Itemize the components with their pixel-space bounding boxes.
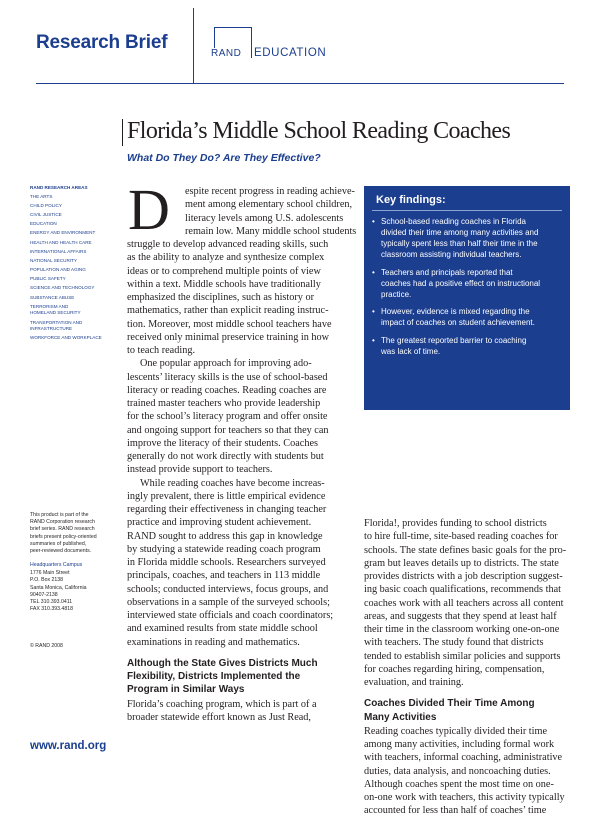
text-line: and examined results from state middle school <box>127 623 318 635</box>
text-line: among many activities, including formal work <box>364 739 555 750</box>
sidebar-text-line: P.O. Box 2138 <box>30 577 64 584</box>
key-findings-title: Key findings: <box>376 194 446 206</box>
text-line: evaluation, and training. <box>364 677 464 688</box>
text-line: by studying a statewide reading coach program <box>127 543 321 555</box>
text-line: Florida!, provides funding to school districts <box>364 518 547 529</box>
sidebar-text-line: summaries of published, <box>30 540 87 547</box>
text-line: broader statewide effort known as Just Read, <box>127 711 311 723</box>
series-label: Research Brief <box>36 32 168 53</box>
research-area-label: POPULATION AND AGING <box>30 267 86 273</box>
text-line: observations in a sample of the surveyed schools; <box>127 596 330 608</box>
division-label: EDUCATION <box>254 47 327 59</box>
key-finding-line: was lack of time. <box>381 346 441 356</box>
text-line: duties, data analysis, and noncoaching duties. <box>364 765 551 777</box>
header-divider-vertical <box>193 8 194 84</box>
page-title: Florida’s Middle School Reading Coaches <box>127 118 511 144</box>
sidebar-text-line: TEL 310.393.0411 <box>30 599 73 606</box>
text-line: to teach reading. <box>127 345 196 356</box>
research-area-label: PUBLIC SAFETY <box>30 276 66 282</box>
copyright: © RAND 2008 <box>30 643 63 649</box>
key-finding-line: coaches had a positive effect on instructional <box>381 278 541 288</box>
website-link[interactable]: www.rand.org <box>30 740 107 752</box>
text-line: within a text. Middle schools have traditionally <box>127 278 321 290</box>
key-finding-line: School-based reading coaches in Florida <box>381 217 526 226</box>
key-finding-line: typically spent less than half their time in the <box>381 239 538 248</box>
text-line: Reading coaches typically divided their time <box>364 725 548 737</box>
text-line: improve the literacy of their students. Coaches <box>127 437 318 449</box>
research-area-item[interactable] <box>30 304 115 317</box>
text-line: for the school’s literacy program and offer onsite <box>127 411 328 423</box>
text-line: provides districts with a job description suggest- <box>364 571 563 582</box>
text-line: ing basic coach qualifications, recommends that <box>364 584 561 596</box>
research-area-label: CHILD POLICY <box>30 202 62 208</box>
text-line: Although the State Gives Districts Much <box>127 657 318 669</box>
text-line: schools. The state defines basic goals for the pro- <box>364 544 567 556</box>
text-line: tion. Moreover, most middle school teachers have <box>127 318 332 330</box>
text-line: Many Activities <box>364 711 437 723</box>
research-area-item[interactable] <box>30 249 115 256</box>
text-line: RAND sought to address this gap in knowledge <box>127 530 323 542</box>
text-line: remain low. Many middle school students <box>185 225 357 237</box>
text-line: tended to establish similar policies and supports <box>364 650 561 662</box>
text-line: interviewed state officials and coach coordinators; <box>127 610 334 621</box>
research-area-label: INFRASTRUCTURE <box>30 326 73 332</box>
research-area-item[interactable] <box>30 320 115 333</box>
key-finding-line: practice. <box>381 289 412 299</box>
bullet-icon: • <box>372 335 375 345</box>
research-area-label: HOMELAND SECURITY <box>30 310 81 316</box>
text-line: with teachers, informal coaching, administrative <box>364 752 563 764</box>
research-area-label: CIVIL JUSTICE <box>30 211 62 217</box>
text-line: Florida’s coaching program, which is part of a <box>127 698 317 710</box>
sidebar-text-line: 1776 Main Street <box>30 570 70 577</box>
text-line: to hire full-time, site-based reading coaches for <box>364 531 558 543</box>
research-area-item[interactable] <box>30 267 115 274</box>
text-line: instead provide support to teachers. <box>127 464 273 476</box>
key-findings-list <box>372 216 566 363</box>
text-line: Flexibility, Districts Implemented the <box>127 671 301 682</box>
title-accent-bar <box>122 119 123 146</box>
key-finding-line: However, evidence is mixed regarding the <box>381 307 530 317</box>
text-line: for coaches regarding hiring, compensation, <box>364 663 545 675</box>
sidebar-text-line: peer-reviewed documents. <box>30 548 92 555</box>
sidebar-text-line: briefs present policy-oriented <box>30 533 97 540</box>
research-area-label: SCIENCE AND TECHNOLOGY <box>30 285 95 291</box>
research-area-label: WORKFORCE AND WORKPLACE <box>30 335 102 341</box>
research-area-label: THE ARTS <box>30 193 53 199</box>
key-findings-rule <box>372 210 562 211</box>
section-heading-coaches-time <box>364 698 574 725</box>
sidebar-text-line: brief series. RAND research <box>30 526 95 533</box>
text-line: practice and improving student achievement. <box>127 517 312 529</box>
key-finding-item <box>372 216 566 260</box>
key-finding-line: Teachers and principals reported that <box>381 267 513 277</box>
text-line: Although coaches spent the most time on one- <box>364 778 554 790</box>
research-area-item[interactable] <box>30 285 115 292</box>
sidebar-text-line: FAX 310.393.4818 <box>30 606 73 613</box>
bullet-icon: • <box>372 217 375 226</box>
text-line: regarding their effectiveness in changing teacher <box>127 504 327 515</box>
bullet-icon: • <box>372 267 375 277</box>
sidebar-text-line: RAND Corporation research <box>30 519 95 526</box>
text-line: accounted for less than half of coaches’ time <box>364 805 547 817</box>
headquarters-info <box>30 562 118 613</box>
key-finding-line: impact of coaches on student achievement. <box>381 318 535 328</box>
text-line: ingly prevalent, there is little empirical evidence <box>127 490 326 502</box>
text-line: in Florida middle schools. Researchers surveyed <box>127 557 326 568</box>
text-line: Coaches Divided Their Time Among <box>364 698 535 710</box>
research-area-item[interactable] <box>30 240 115 247</box>
header-rule <box>36 83 564 84</box>
section-heading-state-flexibility <box>127 658 347 698</box>
sidebar-text-line: Santa Monica, California <box>30 584 87 591</box>
text-line: One popular approach for improving ado- <box>140 358 312 370</box>
research-area-item[interactable] <box>30 203 115 210</box>
hq-title: Headquarters Campus <box>30 562 83 568</box>
text-line: gram but leaves details up to districts. The state <box>364 557 559 569</box>
text-line: areas, and suggests that they spend at least half <box>364 610 557 622</box>
bullet-icon: • <box>372 307 375 317</box>
text-line: received only minimal preservice training in how <box>127 331 330 343</box>
text-line: with teachers. The study found that districts <box>364 637 544 649</box>
text-line: ment among elementary school children, <box>185 199 353 211</box>
text-line: While reading coaches have become increas- <box>140 477 325 489</box>
text-line: schools; conducted interviews, focus groups, and <box>127 583 329 595</box>
key-finding-item <box>372 335 566 357</box>
text-line: literacy levels among U.S. adolescents <box>185 212 344 224</box>
page-subtitle: What Do They Do? Are They Effective? <box>127 152 321 164</box>
research-area-item[interactable] <box>30 258 115 265</box>
research-areas-list <box>30 185 115 345</box>
research-area-item[interactable] <box>30 194 115 201</box>
key-finding-line: divided their time among many activities and <box>381 228 539 237</box>
research-area-label: TERRORISM AND <box>30 303 69 309</box>
research-area-label: EDUCATION <box>30 221 57 227</box>
body-column-right <box>364 517 574 818</box>
research-area-item[interactable] <box>30 295 115 302</box>
research-area-label: HEALTH AND HEALTH CARE <box>30 239 92 245</box>
text-line: emphasized the disciplines, such as history or <box>127 292 315 303</box>
research-area-label: NATIONAL SECURITY <box>30 257 77 263</box>
key-finding-item <box>372 306 566 328</box>
text-line: literacy or reading coaches. Reading coaches are <box>127 384 327 396</box>
text-line: lescents’ literacy skills is the use of school-based <box>127 371 328 383</box>
research-area-label: INTERNATIONAL AFFAIRS <box>30 248 87 254</box>
text-line: espite recent progress in reading achieve- <box>185 186 355 197</box>
research-area-item[interactable] <box>30 212 115 219</box>
text-line: coaches work with all teachers across all content <box>364 597 564 609</box>
research-area-label: TRANSPORTATION AND <box>30 319 83 325</box>
text-line: their time in the classroom working one-on-one <box>364 624 560 635</box>
text-line: principals, coaches, and teachers in 113 middle <box>127 570 321 582</box>
research-area-label: ENERGY AND ENVIRONMENT <box>30 230 96 236</box>
research-area-label: SUBSTANCE ABUSE <box>30 294 75 300</box>
text-line: on-one work with teachers, this activity typically <box>364 792 565 803</box>
text-line: mathematics, rather than explicit reading instruc- <box>127 305 329 317</box>
research-area-item[interactable] <box>30 230 115 237</box>
text-line: examinations in reading and mathematics. <box>127 636 300 648</box>
research-areas-heading: RAND RESEARCH AREAS <box>30 185 88 190</box>
drop-cap: D <box>128 177 170 242</box>
text-line: struggle to develop advanced reading skills, such <box>127 239 329 250</box>
key-finding-line: The greatest reported barrier to coaching <box>381 335 527 345</box>
research-area-item[interactable] <box>30 221 115 228</box>
text-line: Program in Similar Ways <box>127 684 245 696</box>
research-area-item[interactable] <box>30 335 115 342</box>
product-note <box>30 512 118 555</box>
text-line: generally do not work directly with students but <box>127 451 324 462</box>
key-finding-item <box>372 267 566 300</box>
sidebar-text-line: This product is part of the <box>30 512 89 518</box>
research-area-item[interactable] <box>30 276 115 283</box>
text-line: trained master teachers who provide leadership <box>127 398 321 409</box>
text-line: ideas or to comprehend multiple points of view <box>127 265 321 277</box>
sidebar-text-line: 90407-2138 <box>30 591 58 598</box>
text-line: and ongoing support for teachers so that they can <box>127 424 329 436</box>
body-column-left <box>127 185 357 724</box>
key-finding-line: classroom assisting individual teachers. <box>381 250 522 259</box>
rand-logo: RAND <box>211 48 242 59</box>
text-line: as the ability to analyze and synthesize complex <box>127 252 325 264</box>
